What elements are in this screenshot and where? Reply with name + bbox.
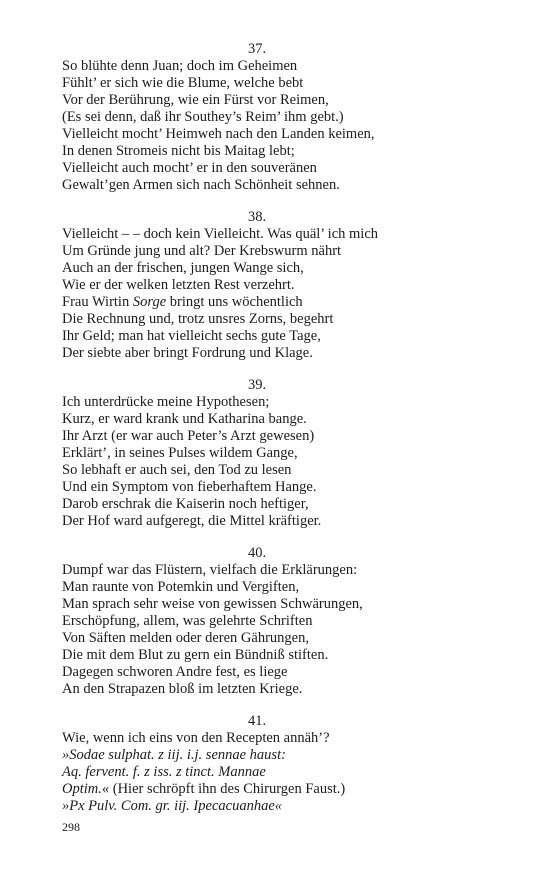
verse-line: [62, 328, 502, 345]
verse-line: [62, 781, 502, 798]
italic-text: »Sodae sulphat. z iij. i.j. sennae haust:: [62, 747, 286, 763]
verse-line: [62, 126, 502, 143]
verse-text: Die mit dem Blut zu gern ein Bündniß stiften.: [62, 647, 329, 663]
verse-text: Wie er der welken letzten Rest verzehrt.: [62, 277, 295, 293]
verse-text: Gewalt’gen Armen sich nach Schönheit sehnen.: [62, 177, 340, 193]
verse-text: Frau Wirtin: [62, 294, 133, 310]
verse-text: So blühte denn Juan; doch im Geheimen: [62, 58, 298, 74]
verse-line: [62, 647, 502, 664]
verse-text: Erklärt’, in seines Pulses wildem Gange,: [62, 445, 298, 461]
stanza-37: [62, 41, 502, 194]
verse-line: [62, 411, 502, 428]
verse-line: [62, 513, 502, 530]
verse-text: Um Gründe jung und alt? Der Krebswurm nährt: [62, 243, 342, 259]
verse-text: In denen Stromeis nicht bis Maitag lebt;: [62, 143, 295, 159]
verse-text: Vielleicht auch mocht’ er in den souveränen: [62, 160, 317, 176]
page-number: 298: [62, 820, 80, 834]
verse-text: Kurz, er ward krank und Katharina bange.: [62, 411, 307, 427]
verse-line: [62, 311, 502, 328]
verse-line: [62, 428, 502, 445]
verse-line: [62, 345, 502, 362]
verse-line: [62, 177, 502, 194]
stanza-41: [62, 713, 502, 815]
verse-line: [62, 143, 502, 160]
verse-line: [62, 496, 502, 513]
stanza-number: 41.: [247, 713, 267, 729]
verse-text: Der siebte aber bringt Fordrung und Klage.: [62, 345, 313, 361]
verse-line: [62, 664, 502, 681]
verse-line: [62, 798, 502, 815]
verse-line: [62, 562, 502, 579]
verse-line: [62, 681, 502, 698]
verse-line: [62, 58, 502, 75]
verse-text: Man sprach sehr weise von gewissen Schwärungen,: [62, 596, 363, 612]
verse-text: Man raunte von Potemkin und Vergiften,: [62, 579, 300, 595]
verse-line: [62, 92, 502, 109]
stanza-number: 38.: [247, 209, 267, 225]
stanza-number: 39.: [247, 377, 267, 393]
verse-line: [62, 730, 502, 747]
verse-text: Dumpf war das Flüstern, vielfach die Erklärungen:: [62, 562, 358, 578]
verse-text: So lebhaft er auch sei, den Tod zu lesen: [62, 462, 292, 478]
stanza-40: [62, 545, 502, 698]
stanza-38: [62, 209, 502, 362]
verse-text: Ihr Arzt (er war auch Peter’s Arzt gewesen): [62, 428, 315, 444]
verse-line: [62, 260, 502, 277]
italic-text: »Px Pulv. Com. gr. iij. Ipecacuanhae«: [62, 798, 282, 814]
verse-line: [62, 630, 502, 647]
verse-text: Darob erschrak die Kaiserin noch heftiger,: [62, 496, 309, 512]
verse-line: [62, 764, 502, 781]
verse-text: Die Rechnung und, trotz unsres Zorns, begehrt: [62, 311, 334, 327]
verse-line: [62, 445, 502, 462]
italic-text: Aq. fervent. f. z iss. z tinct. Mannae: [62, 764, 266, 780]
verse-text: Der Hof ward aufgeregt, die Mittel kräftiger.: [62, 513, 322, 529]
verse-text: Und ein Symptom von fieberhaftem Hange.: [62, 479, 317, 495]
verse-text: Dagegen schworen Andre fest, es liege: [62, 664, 288, 680]
verse-line: [62, 462, 502, 479]
verse-text: Vielleicht mocht’ Heimweh nach den Landen keimen,: [62, 126, 375, 142]
stanza-number: 40.: [247, 545, 267, 561]
verse-text: Erschöpfung, allem, was gelehrte Schriften: [62, 613, 313, 629]
verse-line: [62, 579, 502, 596]
verse-text: Vor der Berührung, wie ein Fürst vor Reimen,: [62, 92, 329, 108]
verse-text: Von Säften melden oder deren Gährungen,: [62, 630, 309, 646]
verse-line: [62, 294, 502, 311]
verse-line: [62, 160, 502, 177]
verse-text: (Es sei denn, daß ihr Southey’s Reim’ ihm gebt.): [62, 109, 344, 125]
verse-line: [62, 394, 502, 411]
verse-line: [62, 277, 502, 294]
verse-line: [62, 596, 502, 613]
verse-text: An den Strapazen bloß im letzten Kriege.: [62, 681, 303, 697]
verse-text: « (Hier schröpft ihn des Chirurgen Faust.): [101, 781, 346, 797]
verse-text: Ich unterdrücke meine Hypothesen;: [62, 394, 270, 410]
verse-line: [62, 747, 502, 764]
verse-line: [62, 479, 502, 496]
verse-line: [62, 243, 502, 260]
italic-text: Optim.: [62, 781, 102, 797]
verse-text: Auch an der frischen, jungen Wange sich,: [62, 260, 304, 276]
verse-text: Fühlt’ er sich wie die Blume, welche bebt: [62, 75, 304, 91]
verse-text: bringt uns wöchentlich: [166, 294, 303, 310]
verse-line: [62, 75, 502, 92]
italic-text: Sorge: [132, 294, 167, 310]
verse-text: Vielleicht – – doch kein Vielleicht. Was quäl’ ich mich: [62, 226, 379, 242]
stanza-number: 37.: [247, 41, 267, 57]
verse-text: Ihr Geld; man hat vielleicht sechs gute Tage,: [62, 328, 321, 344]
verse-line: [62, 613, 502, 630]
stanza-39: [62, 377, 502, 530]
verse-text: Wie, wenn ich eins von den Recepten annäh’?: [62, 730, 330, 746]
verse-line: [62, 226, 502, 243]
verse-line: [62, 109, 502, 126]
